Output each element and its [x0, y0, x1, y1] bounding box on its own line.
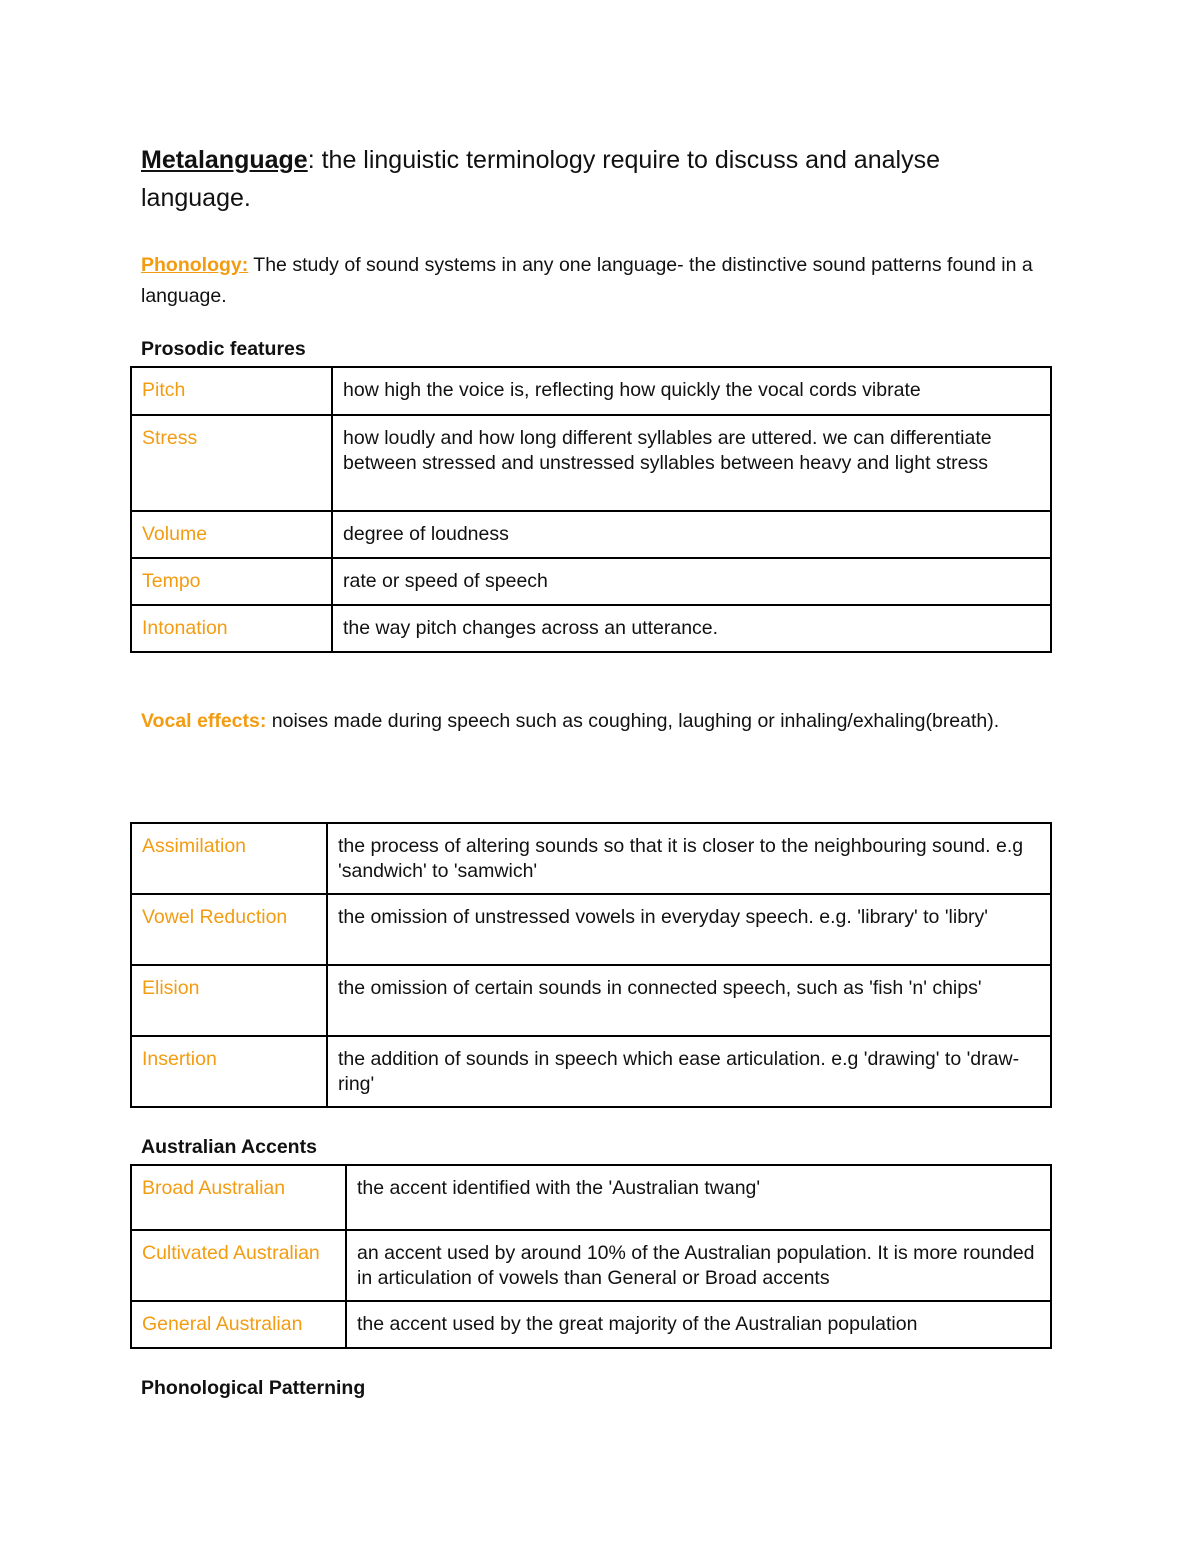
vocal-effects-definition: noises made during speech such as coughing, laughing or inhaling/exhaling(breath). [266, 710, 1000, 732]
table-row [131, 511, 1051, 558]
metalanguage-definition: : the linguistic terminology require to discuss and analyse language. [141, 146, 940, 212]
australian-accents-table [130, 1164, 1052, 1349]
phonology-definition: The study of sound systems in any one language- the distinctive sound patterns found in a language. [141, 254, 1033, 307]
definition-cell: the omission of unstressed vowels in everyday speech. e.g. 'library' to 'libry' [327, 894, 1051, 965]
definition-cell: the omission of certain sounds in connected speech, such as 'fish 'n' chips' [327, 965, 1051, 1036]
term-cell: General Australian [131, 1301, 346, 1348]
definition-cell: the accent used by the great majority of the Australian population [346, 1301, 1051, 1348]
term-cell: Broad Australian [131, 1165, 346, 1230]
term-cell: Insertion [131, 1036, 327, 1107]
term-cell: Elision [131, 965, 327, 1036]
term-cell: Vowel Reduction [131, 894, 327, 965]
definition-cell: degree of loudness [332, 511, 1051, 558]
phonology-term: Phonology: [141, 254, 249, 276]
table-row [131, 1165, 1051, 1230]
definition-cell: rate or speed of speech [332, 558, 1051, 605]
metalanguage-term: Metalanguage [141, 146, 308, 174]
definition-cell: how loudly and how long different syllables are uttered. we can differentiate between stressed and unstressed syllables between heavy and light stress [332, 415, 1051, 511]
phonology-paragraph [141, 250, 1051, 312]
term-cell: Intonation [131, 605, 332, 652]
table-row [131, 558, 1051, 605]
prosodic-features-heading: Prosodic features [141, 338, 306, 360]
term-cell: Volume [131, 511, 332, 558]
table-row [131, 415, 1051, 511]
phonological-patterning-heading: Phonological Patterning [141, 1377, 366, 1399]
term-cell: Stress [131, 415, 332, 511]
speech-processes-table [130, 822, 1052, 1108]
definition-cell: how high the voice is, reflecting how quickly the vocal cords vibrate [332, 367, 1051, 415]
term-cell: Cultivated Australian [131, 1230, 346, 1301]
table-row [131, 367, 1051, 415]
table-row [131, 894, 1051, 965]
prosodic-features-table [130, 366, 1052, 653]
table-row [131, 1230, 1051, 1301]
australian-accents-heading: Australian Accents [141, 1136, 317, 1158]
metalanguage-paragraph [141, 141, 1051, 217]
definition-cell: the addition of sounds in speech which ease articulation. e.g 'drawing' to 'draw-ring' [327, 1036, 1051, 1107]
term-cell: Tempo [131, 558, 332, 605]
definition-cell: an accent used by around 10% of the Australian population. It is more rounded in articulation of vowels than General or Broad accents [346, 1230, 1051, 1301]
term-cell: Pitch [131, 367, 332, 415]
vocal-effects-paragraph [141, 706, 1051, 737]
table-row [131, 605, 1051, 652]
term-cell: Assimilation [131, 823, 327, 894]
definition-cell: the process of altering sounds so that it is closer to the neighbouring sound. e.g 'sandwich' to 'samwich' [327, 823, 1051, 894]
definition-cell: the accent identified with the 'Australian twang' [346, 1165, 1051, 1230]
table-row [131, 1036, 1051, 1107]
definition-cell: the way pitch changes across an utterance. [332, 605, 1051, 652]
table-row [131, 965, 1051, 1036]
vocal-effects-term: Vocal effects: [141, 710, 267, 732]
table-row [131, 1301, 1051, 1348]
table-row [131, 823, 1051, 894]
